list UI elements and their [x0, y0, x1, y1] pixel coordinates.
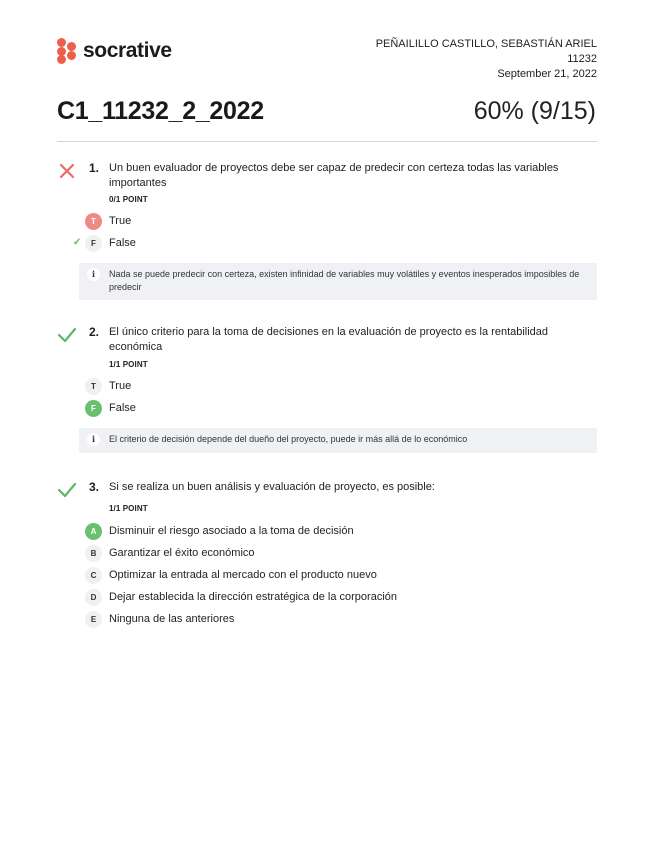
option-true — [85, 212, 131, 230]
option-letter-badge: E — [85, 611, 102, 628]
info-icon: i — [87, 433, 100, 446]
socrative-logo-icon — [57, 38, 77, 64]
option-false — [85, 399, 136, 417]
option-letter-badge: F — [85, 400, 102, 417]
question-number: 3. — [89, 480, 100, 494]
option-label: Disminuir el riesgo asociado a la toma de decisión — [109, 525, 354, 537]
option-false — [73, 234, 136, 252]
option-d — [85, 588, 397, 606]
incorrect-x-icon — [57, 163, 77, 179]
explanation-box — [79, 428, 597, 453]
quiz-title: C1_11232_2_2022 — [57, 97, 264, 125]
option-letter-badge: D — [85, 589, 102, 606]
option-label: Optimizar la entrada al mercado con el producto nuevo — [109, 569, 377, 581]
socrative-logo — [57, 38, 172, 64]
option-e — [85, 610, 234, 628]
correct-check-icon — [57, 327, 77, 343]
question-number: 2. — [89, 325, 100, 339]
correct-check-icon — [57, 482, 77, 498]
option-label: True — [109, 380, 132, 392]
question-text: Si se realiza un buen análisis y evaluación de proyecto, es posible: — [109, 481, 435, 493]
option-b — [85, 544, 255, 562]
student-id: 11232 — [567, 53, 597, 65]
student-info — [376, 37, 597, 82]
question-text: El único criterio para la toma de decisiones en la evaluación de proyecto es la rentabilidad económica — [109, 326, 549, 353]
option-letter-badge: T — [85, 213, 102, 230]
option-label: False — [109, 237, 136, 249]
option-letter-badge: A — [85, 523, 102, 540]
info-icon: i — [87, 268, 100, 281]
question-points: 1/1 POINT — [109, 360, 148, 369]
question-points: 1/1 POINT — [109, 504, 148, 513]
explanation-box — [79, 263, 597, 300]
option-label: False — [109, 402, 136, 414]
option-true — [85, 377, 131, 395]
question-points: 0/1 POINT — [109, 195, 148, 204]
option-letter-badge: B — [85, 545, 102, 562]
explanation-text: El criterio de decisión depende del dueño del proyecto, puede ir más allá de lo económico — [109, 434, 468, 444]
correct-answer-check-icon: ✓ — [73, 236, 82, 248]
option-letter-badge: T — [85, 378, 102, 395]
explanation-text: Nada se puede predecir con certeza, existen infinidad de variables muy volátiles y eventos inesperados imposibles de predecir — [109, 269, 580, 292]
option-letter-badge: C — [85, 567, 102, 584]
report-date: September 21, 2022 — [497, 68, 597, 80]
option-label: Garantizar el éxito económico — [109, 547, 255, 559]
header-divider — [57, 141, 597, 142]
quiz-score: 60% (9/15) — [473, 97, 596, 125]
option-letter-badge: ✓ F — [85, 235, 102, 252]
brand-name: socrative — [83, 39, 172, 62]
question-text: Un buen evaluador de proyectos debe ser capaz de predecir con certeza todas las variables importantes — [109, 162, 559, 189]
student-name: PEÑAILILLO CASTILLO, SEBASTIÁN ARIEL — [375, 38, 597, 50]
option-label: Ninguna de las anteriores — [109, 613, 235, 625]
option-c — [85, 566, 377, 584]
option-a — [85, 522, 354, 540]
option-label: Dejar establecida la dirección estratégica de la corporación — [109, 591, 397, 603]
option-label: True — [109, 215, 132, 227]
question-number: 1. — [89, 161, 100, 175]
